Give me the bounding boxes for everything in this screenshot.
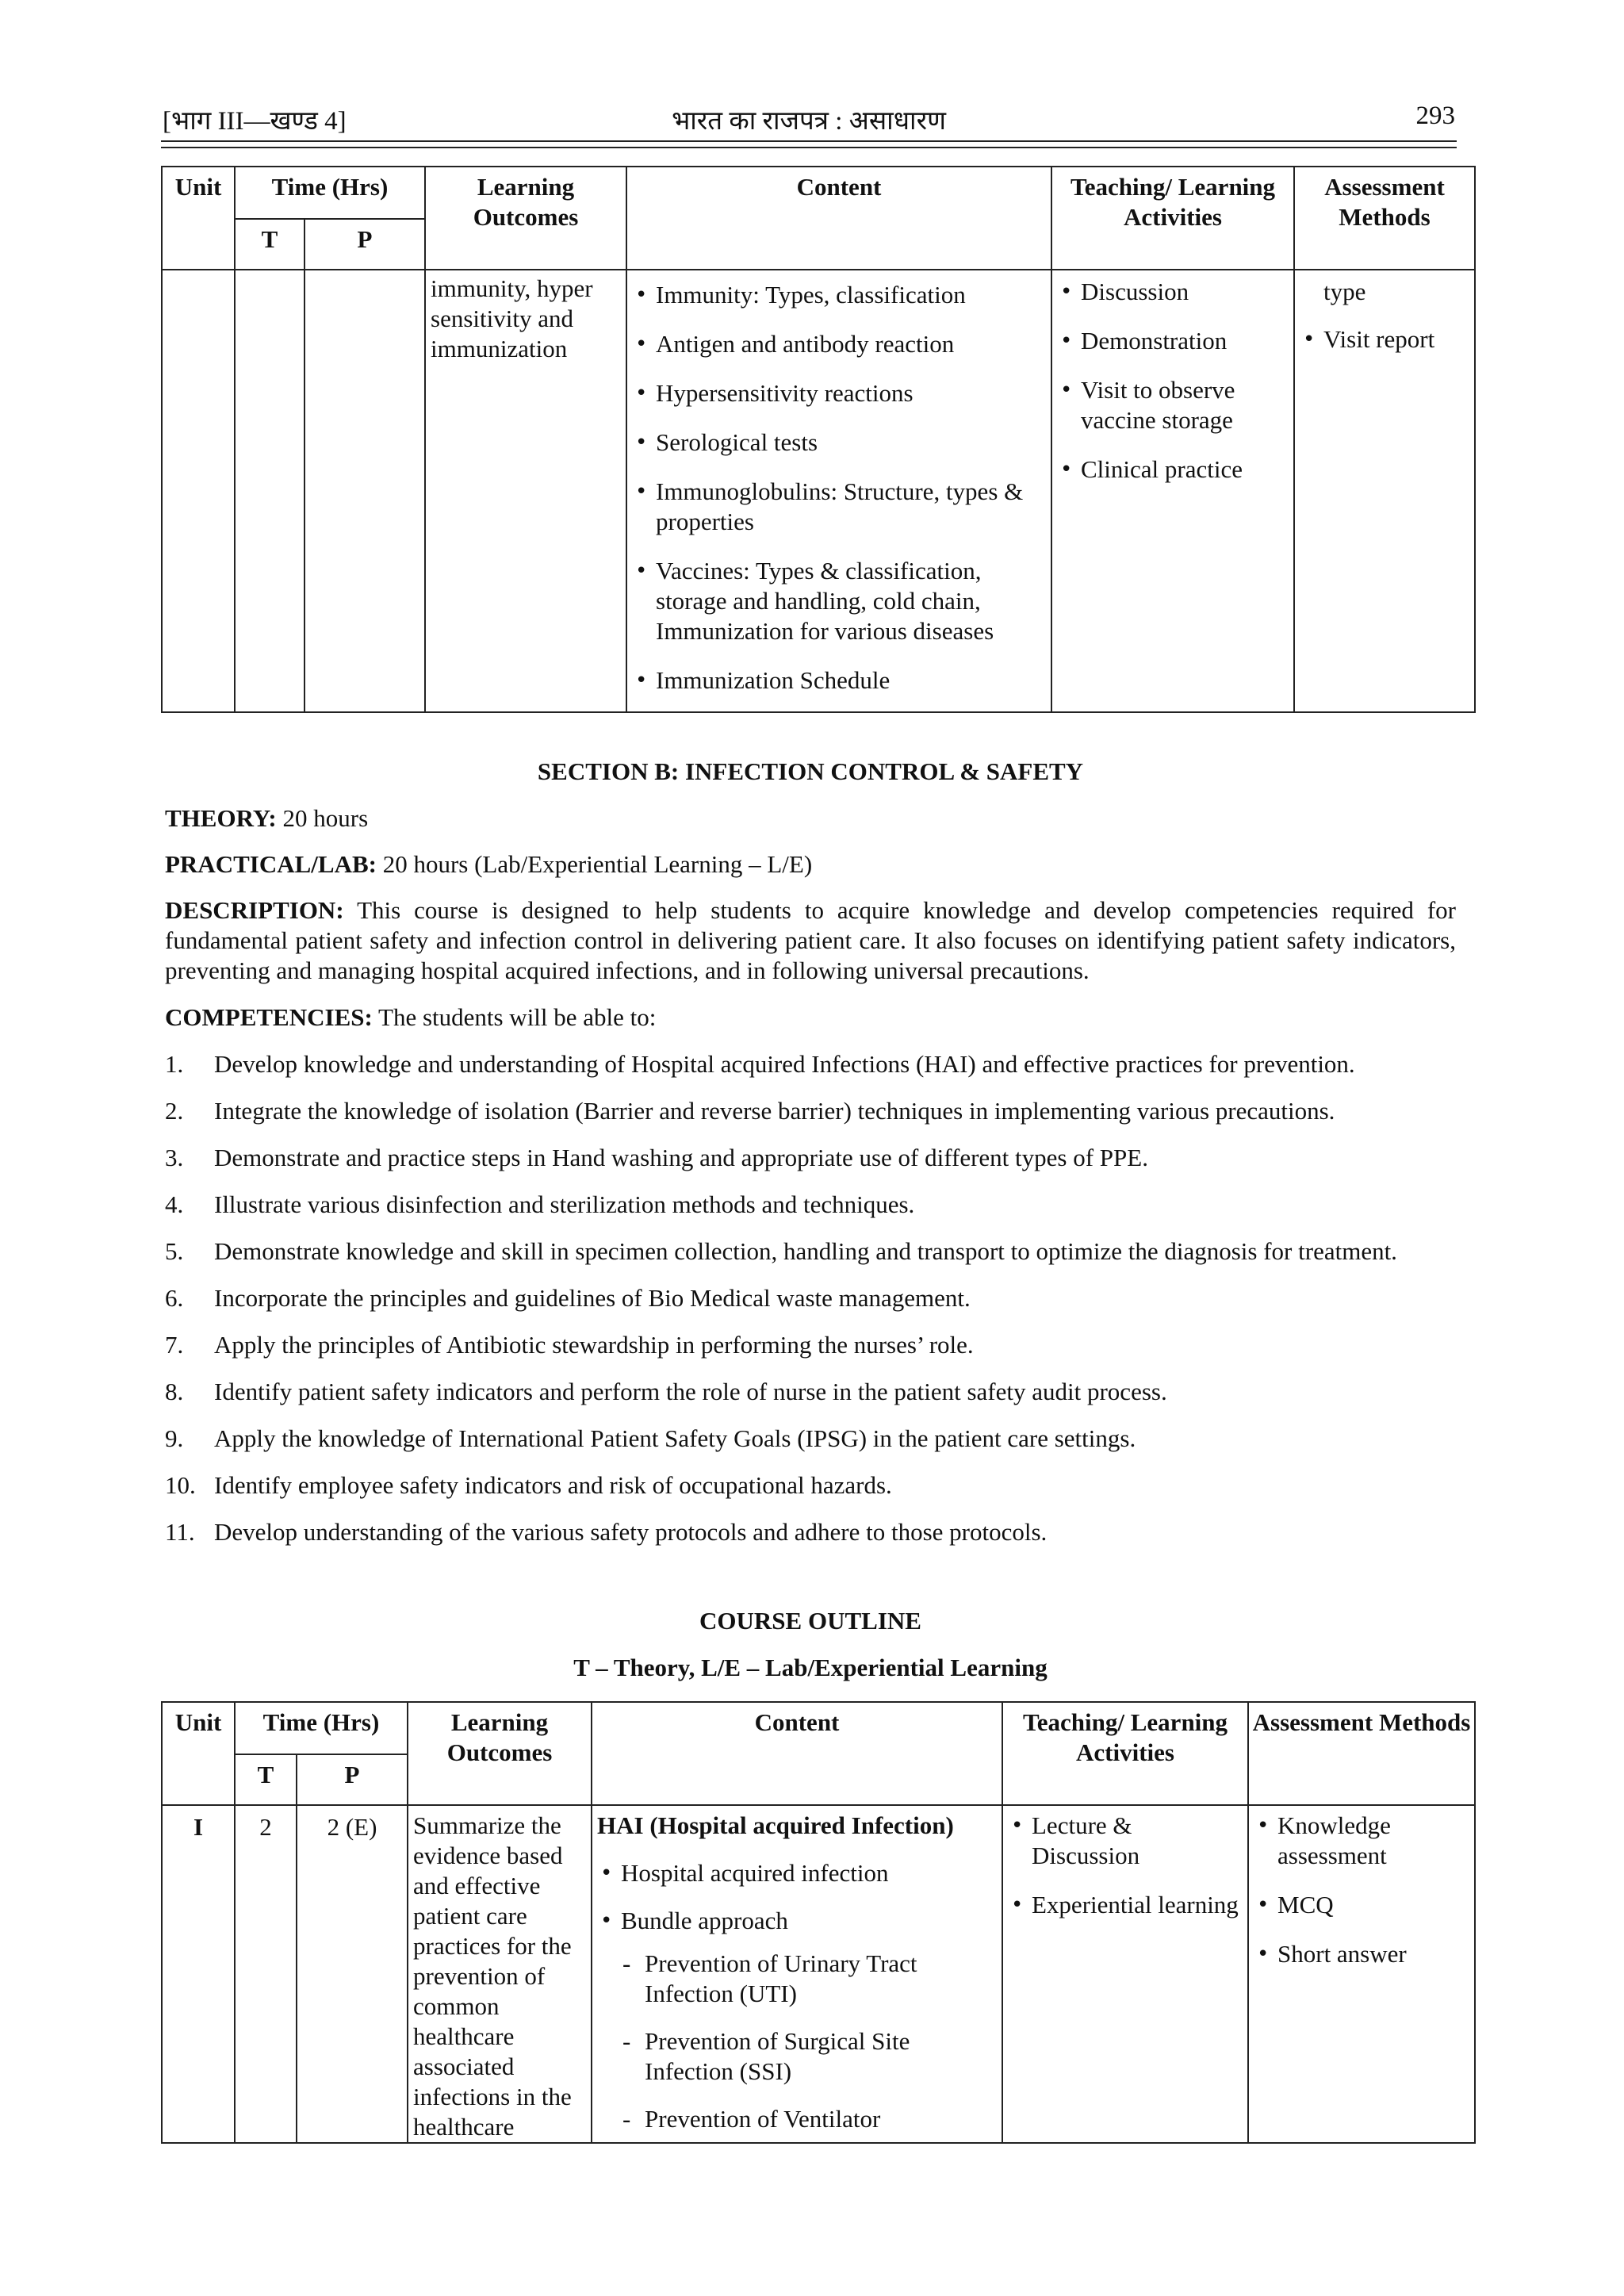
col-header-teaching-activities: Teaching/ Learning Activities	[1051, 167, 1294, 270]
competency-item: 5. Demonstrate knowledge and skill in specimen collection, handling and transport to optimize the diagnosis for treatment.	[165, 1237, 1397, 1265]
list-item: • Bundle approach	[597, 1906, 997, 1936]
description-paragraph	[165, 895, 1456, 986]
cell-content	[592, 1805, 1002, 2143]
list-item: • Visit to observe vaccine storage	[1057, 375, 1289, 435]
col-header-content: Content	[592, 1702, 1002, 1805]
cell-assessment-methods	[1294, 270, 1475, 712]
cell-teaching-activities	[1002, 1805, 1248, 2143]
list-item: • Antigen and antibody reaction	[632, 329, 1046, 359]
practical-value: 20 hours (Lab/Experiential Learning – L/E)	[376, 850, 813, 878]
curriculum-table-continued	[161, 166, 1476, 713]
cell-theory-hours	[235, 270, 304, 712]
practical-line	[165, 849, 1456, 880]
col-header-teaching-activities: Teaching/ Learning Activities	[1002, 1702, 1248, 1805]
list-item: • Immunization Schedule	[632, 665, 1046, 696]
theory-label: THEORY:	[165, 804, 277, 832]
competencies-list	[165, 1049, 1465, 1564]
description-label: DESCRIPTION:	[165, 896, 344, 924]
col-header-theory: T	[235, 219, 304, 270]
content-heading: HAI (Hospital acquired Infection)	[597, 1811, 954, 1839]
col-header-practical: P	[297, 1754, 408, 1805]
competencies-label: COMPETENCIES:	[165, 1003, 373, 1031]
cell-practical-hours	[304, 270, 425, 712]
col-header-unit: Unit	[162, 1702, 235, 1805]
theory-value: 20 hours	[276, 804, 369, 832]
course-outline-title: COURSE OUTLINE	[699, 1607, 921, 1635]
list-item: • Short answer	[1254, 1939, 1469, 1969]
table-row	[162, 1805, 1475, 2143]
col-header-content: Content	[626, 167, 1051, 270]
col-header-learning-outcomes: Learning Outcomes	[425, 167, 626, 270]
list-item: • MCQ	[1254, 1890, 1469, 1920]
list-item: • Discussion	[1057, 277, 1289, 307]
cell-content	[626, 270, 1051, 712]
course-outline-table	[161, 1701, 1476, 2144]
header-section-label: [भाग III—खण्ड 4]	[163, 107, 347, 136]
competency-item: 4. Illustrate various disinfection and sterilization methods and techniques.	[165, 1190, 915, 1218]
header-rule-bottom	[161, 147, 1457, 148]
cell-learning-outcome: immunity, hyper sensitivity and immunization	[425, 270, 626, 712]
list-item: • Serological tests	[632, 427, 1046, 458]
page-number: 293	[1415, 102, 1455, 130]
col-header-learning-outcomes: Learning Outcomes	[408, 1702, 592, 1805]
list-item: • Lecture & Discussion	[1008, 1811, 1243, 1871]
cell-unit: I	[162, 1805, 235, 2143]
col-header-assessment-methods: Assessment Methods	[1248, 1702, 1475, 1805]
theory-line	[165, 803, 1456, 834]
col-header-unit: Unit	[162, 167, 235, 270]
list-item: - Prevention of Urinary Tract Infection (UTI)	[621, 1949, 997, 2009]
list-item: - Prevention of Ventilator	[621, 2104, 997, 2134]
list-item: • Immunoglobulins: Structure, types & properties	[632, 477, 1046, 537]
list-item: • Clinical practice	[1057, 454, 1289, 485]
list-item: • Visit report	[1300, 324, 1469, 355]
course-outline-subtitle: T – Theory, L/E – Lab/Experiential Learning	[573, 1654, 1048, 1681]
list-item: • Hypersensitivity reactions	[632, 378, 1046, 408]
cell-assessment-methods	[1248, 1805, 1475, 2143]
list-item: • Hospital acquired infection	[597, 1858, 997, 1888]
competency-item: 3. Demonstrate and practice steps in Hand washing and appropriate use of different types of PPE.	[165, 1144, 1148, 1171]
competencies-line	[165, 1002, 1456, 1033]
description-text: This course is designed to help students to acquire knowledge and develop competencies required for fundamental patient safety and infection control in delivering patient care. It also focuses on identifying patient safety indicators, preventing and managing hospital acquired infections, and in following universal precautions.	[165, 896, 1456, 984]
page-header	[163, 102, 1455, 140]
header-rule-top	[161, 140, 1457, 142]
competency-item: 7. Apply the principles of Antibiotic stewardship in performing the nurses’ role.	[165, 1331, 974, 1359]
header-publication-title: भारत का राजपत्र : असाधारण	[672, 107, 946, 136]
table-row	[162, 270, 1475, 712]
col-header-time: Time (Hrs)	[235, 167, 425, 219]
competency-item: 9. Apply the knowledge of International Patient Safety Goals (IPSG) in the patient care settings.	[165, 1424, 1136, 1452]
cell-theory-hours: 2	[235, 1805, 297, 2143]
competency-item: 6. Incorporate the principles and guidelines of Bio Medical waste management.	[165, 1284, 971, 1312]
cell-teaching-activities	[1051, 270, 1294, 712]
list-item: • Demonstration	[1057, 326, 1289, 356]
list-item: • Experiential learning	[1008, 1890, 1243, 1920]
col-header-practical: P	[304, 219, 425, 270]
list-item: • Knowledge assessment	[1254, 1811, 1469, 1871]
list-item: - Prevention of Surgical Site Infection (SSI)	[621, 2026, 997, 2087]
col-header-assessment-methods: Assessment Methods	[1294, 167, 1475, 270]
competency-item: 1. Develop knowledge and understanding of Hospital acquired Infections (HAI) and effective practices for prevention.	[165, 1050, 1355, 1078]
cell-practical-hours: 2 (E)	[297, 1805, 408, 2143]
col-header-theory: T	[235, 1754, 297, 1805]
competency-item: 2. Integrate the knowledge of isolation (Barrier and reverse barrier) techniques in implementing various precautions.	[165, 1097, 1335, 1125]
cell-learning-outcome: Summarize the evidence based and effective patient care practices for the prevention of common healthcare associated infections in the healthcare	[408, 1805, 592, 2143]
list-item: • Vaccines: Types & classification, storage and handling, cold chain, Immunization for various diseases	[632, 556, 1046, 646]
assessment-continuation-text: type	[1323, 278, 1366, 305]
competency-item: 11. Develop understanding of the various safety protocols and adhere to those protocols.	[165, 1518, 1048, 1546]
competencies-intro: The students will be able to:	[372, 1003, 657, 1031]
cell-unit	[162, 270, 235, 712]
section-title: SECTION B: INFECTION CONTROL & SAFETY	[537, 757, 1084, 785]
col-header-time: Time (Hrs)	[235, 1702, 408, 1754]
competency-item: 10. Identify employee safety indicators and risk of occupational hazards.	[165, 1471, 892, 1499]
practical-label: PRACTICAL/LAB:	[165, 850, 377, 878]
competency-item: 8. Identify patient safety indicators and perform the role of nurse in the patient safety audit process.	[165, 1378, 1167, 1405]
list-item: • Immunity: Types, classification	[632, 280, 1046, 310]
